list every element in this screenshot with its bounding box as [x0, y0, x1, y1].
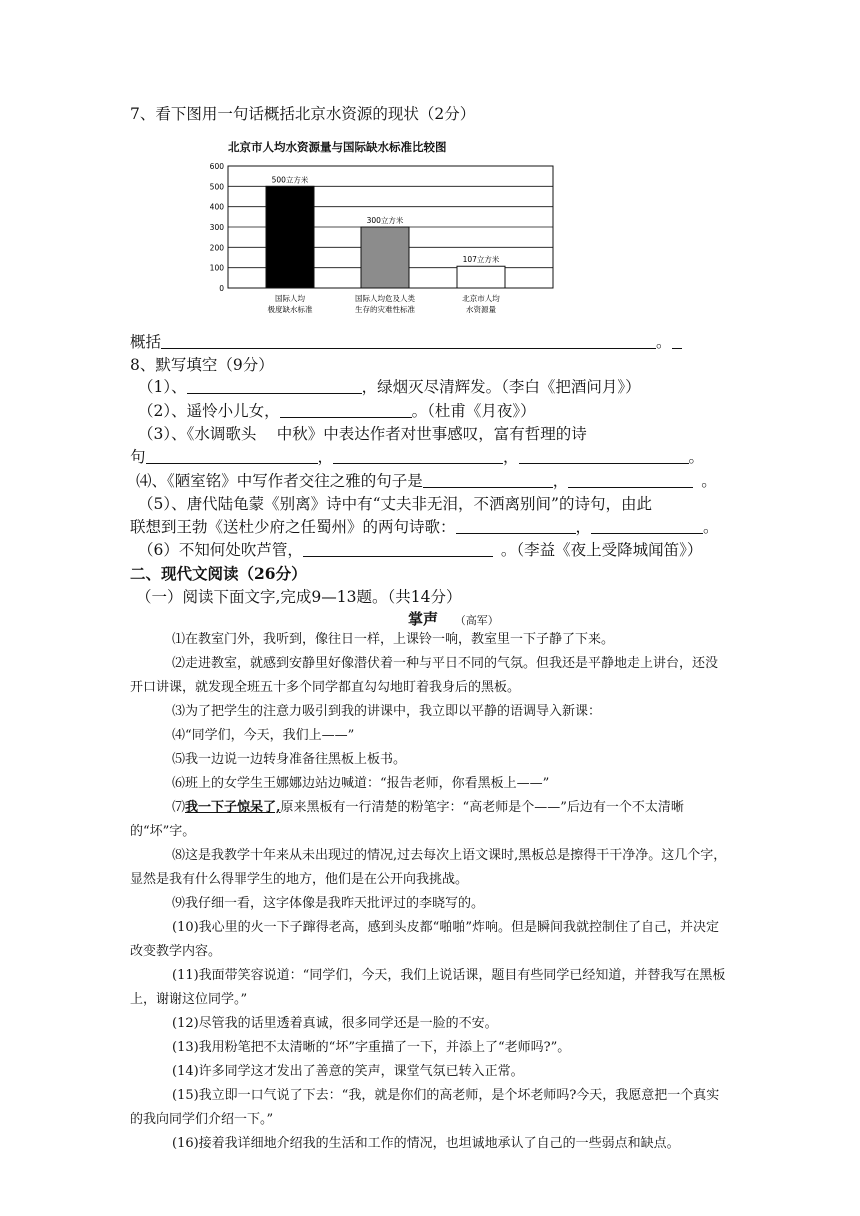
- paragraph-11: (11)我面带笑容说道：“同学们，今天，我们上说话课，题目有些同学已经知道，并替我写在黑板上，谢谢这位同学。”: [130, 968, 726, 1007]
- article-author: （高军）: [454, 614, 499, 627]
- q8-item3: （3）、《水调歌头 中秋》中表达作者对世事感叹，富有哲理的诗: [138, 425, 587, 443]
- bar: [266, 186, 314, 288]
- q8-item2-text: （2）、遥怜小儿女，: [138, 402, 280, 420]
- category-label: 水资源量: [466, 305, 496, 314]
- q8-item4-comma: ，: [552, 472, 569, 490]
- article-title: 掌声: [408, 610, 439, 628]
- y-tick-label: 200: [209, 243, 224, 253]
- paragraph-7-text: 原来黑板有一行清楚的粉笔字：“高老师是个——”后边有一个不太清晰的“坏”字。: [130, 800, 684, 839]
- paragraph-3: ⑶为了把学生的注意力吸引到我的讲课中，我立即以平静的语调导入新课：: [172, 704, 602, 719]
- q8-item1: [138, 377, 641, 397]
- q7-answer-end: 。: [656, 333, 672, 351]
- q8-item4-end: 。: [701, 472, 717, 490]
- chart-title: 北京市人均水资源量与国际缺水标准比较图: [228, 140, 447, 154]
- q8-item5-comma: ，: [575, 518, 592, 536]
- paragraph-16: (16)接着我详细地介绍我的生活和工作的情况，也坦诚地承认了自己的一些弱点和缺点。: [172, 1136, 680, 1151]
- paragraph-13: (13)我用粉笔把不太清晰的“坏”字重描了一下，并添上了“老师吗?”。: [172, 1040, 571, 1055]
- q8-item3-ju: 句: [130, 448, 146, 466]
- q8-item4: [136, 471, 717, 491]
- water-chart: [198, 134, 568, 320]
- bar: [361, 227, 409, 288]
- paragraph-8: ⑻这是我教学十年来从未出现过的情况,过去每次上语文课时,黑板总是擦得干干净净。这几个字，显然是我有什么得罪学生的地方，他们是在公开向我挑战。: [130, 848, 727, 887]
- q8-item3-blank3[interactable]: [519, 448, 689, 464]
- q7-answer-line: [130, 332, 682, 352]
- y-tick-label: 400: [209, 202, 224, 212]
- q8-item1-text: ，绿烟灭尽清辉发。（李白《把酒问月》）: [361, 378, 641, 396]
- q7-answer-tail: [672, 333, 682, 349]
- paragraph-7-number: ⑺: [172, 800, 186, 815]
- paragraph-14: (14)许多同学这才发出了善意的笑声，课堂气氛已转入正常。: [172, 1064, 524, 1079]
- q8-item3-comma1: ，: [317, 448, 334, 466]
- q7-question: 7、看下图用一句话概括北京水资源的现状（2分）: [130, 105, 476, 123]
- q8-item6-blank[interactable]: [303, 541, 493, 557]
- q8-item4-text: ⑷、《陋室铭》中写作者交往之雅的句子是: [136, 472, 423, 490]
- data-label: 300立方米: [366, 216, 404, 225]
- bar: [457, 266, 505, 288]
- paragraph-6: ⑹班上的女学生王娜娜边站边喊道：“报告老师，你看黑板上——”: [172, 776, 550, 791]
- y-tick-label: 100: [209, 263, 224, 273]
- q8-title: 8、默写填空（9分）: [130, 356, 274, 374]
- q8-item5-blank1[interactable]: [456, 518, 576, 534]
- paragraph-7-underlined: 我一下子惊呆了,: [185, 800, 281, 815]
- data-label: 107立方米: [462, 255, 500, 265]
- q8-item5-blank2[interactable]: [591, 518, 703, 534]
- paragraph-1: ⑴在教室门外，我听到，像往日一样，上课铃一响，教室里一下子静了下来。: [172, 632, 615, 647]
- q8-item3-comma2: ，: [503, 448, 519, 466]
- y-tick-label: 500: [209, 182, 224, 192]
- y-tick-label: 300: [209, 223, 224, 232]
- q8-item1-prefix: （1）、: [138, 378, 187, 396]
- q8-item3-blank1[interactable]: [146, 448, 318, 464]
- q8-item2: [138, 401, 536, 421]
- paragraph-10: (10)我心里的火一下子蹿得老高，感到头皮都“啪啪”炸响。但是瞬间我就控制住了自己，并决定改变教学内容。: [130, 920, 719, 959]
- paragraph-15: (15)我立即一口气说了下去：“我，就是你们的高老师，是个坏老师吗?今天，我愿意把一个真实的我向同学们介绍一下。”: [130, 1088, 720, 1127]
- q8-item6-source: 。（李益《夜上受降城闻笛》）: [500, 541, 703, 559]
- category-label: 北京市人均: [462, 294, 500, 303]
- q8-item3-answers: [130, 447, 704, 467]
- q7-answer-label: 概括: [130, 333, 162, 351]
- data-label: 500立方米: [271, 175, 309, 185]
- q8-item5-end: 。: [703, 518, 719, 536]
- q8-item5-text: 联想到王勃《送杜少府之任蜀州》的两句诗歌：: [130, 518, 456, 536]
- y-tick-label: 0: [219, 284, 224, 293]
- q8-item4-blank1[interactable]: [423, 472, 553, 488]
- article-body: [130, 628, 730, 1156]
- paragraph-5: ⑸我一边说一边转身准备往黑板上板书。: [172, 752, 407, 767]
- paragraph-9: ⑼我仔细一看，这字体像是我昨天批评过的李晓写的。: [172, 896, 485, 911]
- q7-answer-blank[interactable]: [161, 333, 656, 349]
- q8-item3-end: 。: [688, 448, 705, 466]
- paragraph-2: ⑵走进教室，就感到安静里好像潜伏着一种与平日不同的气氛。但我还是平静地走上讲台，还没开口讲课，就发现全班五十多个同学都直勾勾地盯着我身后的黑板。: [130, 656, 719, 695]
- paragraph-7: [130, 796, 730, 844]
- q8-item5: （5）、唐代陆龟蒙《别离》诗中有“丈夫非无泪，不洒离别间”的诗句，由此: [138, 495, 652, 513]
- category-label: 国际人均危及人类: [355, 294, 415, 303]
- section2-title: 二、现代文阅读（26分）: [130, 564, 307, 583]
- category-label: 国际人均: [275, 294, 305, 303]
- paragraph-12: (12)尽管我的话里透着真诚，很多同学还是一脸的不安。: [172, 1016, 498, 1031]
- q8-item2-blank[interactable]: [280, 402, 412, 418]
- q8-item3-blank2[interactable]: [333, 448, 503, 464]
- q8-item6-text: （6）不知何处吹芦管，: [138, 541, 303, 559]
- q8-item4-blank2[interactable]: [568, 472, 693, 488]
- category-label: 极度缺水标准: [267, 305, 313, 314]
- q8-item2-source: 。（杜甫《月夜》）: [411, 402, 536, 420]
- q8-item1-blank[interactable]: [187, 378, 362, 394]
- section2-subtitle: （一）阅读下面文字,完成9—13题。（共14分）: [136, 588, 462, 606]
- paragraph-4: ⑷“同学们，今天，我们上——”: [172, 728, 355, 743]
- y-tick-label: 600: [209, 162, 224, 171]
- q8-item6: [138, 540, 702, 560]
- q8-item5-answers: [130, 517, 719, 537]
- category-label: 生存的灾难性标准: [355, 305, 415, 314]
